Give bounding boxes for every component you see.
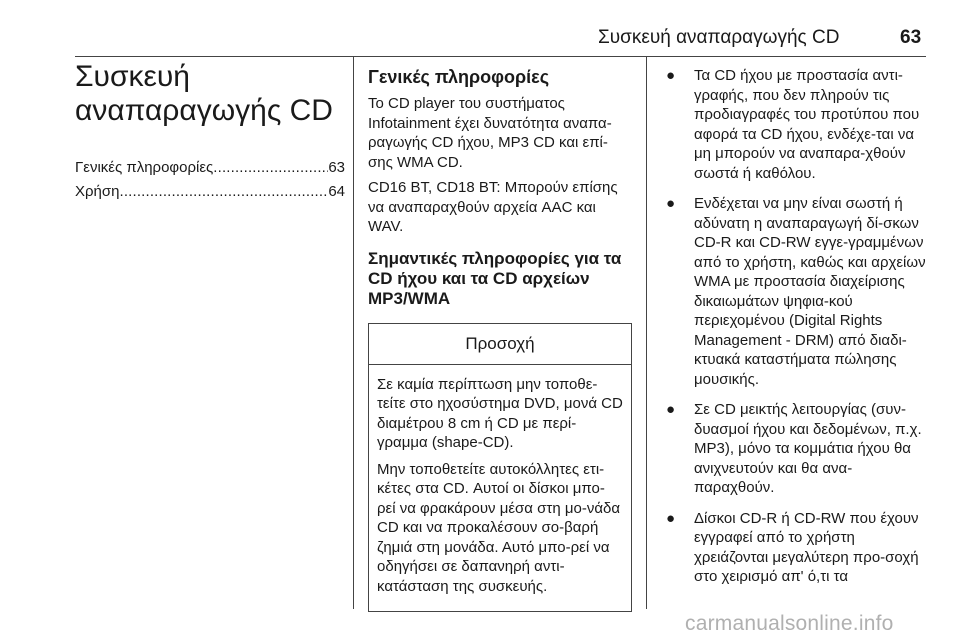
general-info-heading: Γενικές πληροφορίες [368, 67, 550, 87]
toc-leader-dots [119, 180, 328, 204]
running-header-title: Συσκευή αναπαραγωγής CD [598, 27, 840, 48]
bullet-icon: ● [666, 195, 676, 212]
column-divider-left [353, 57, 354, 609]
list-item-text: Ενδέχεται να μην είναι σωστή ή αδύνατη η αναπαραγωγή δί-σκων CD-R και CD-RW εγγε-γραμμένων από το χρήστη, καθώς και αρχείων WMA με προστασία διαχείρισης δικαιωμάτων ψηφια-κού περιεχομένου (Digital Rights Management - DRM) από διαδι-κτυακά καταστήματα πώλησης μουσικής. [694, 195, 926, 388]
toc-entry-page: 63 [328, 159, 345, 176]
caution-note-title: Προσοχή [369, 324, 631, 365]
bullet-icon: ● [666, 67, 676, 84]
list-item [664, 66, 926, 183]
bullet-list [664, 66, 926, 587]
caution-note-body [369, 365, 631, 612]
list-item-text: Τα CD ήχου με προστασία αντι-γραφής, που δεν πληρούν τις προδιαγραφές του προτύπου που αφορά τα CD ήχου, ενδέχε-ται να μη μπορούν να αναπαρα-χθούν σωστά ή καθόλου. [694, 67, 920, 182]
page-number: 63 [900, 27, 922, 48]
caution-note-paragraph: Μην τοποθετείτε αυτοκόλλητες ετι-κέτες στα CD. Αυτοί οι δίσκοι μπο-ρεί να φρακάρουν μέσα στη μο-νάδα CD και να προκαλέσουν σο-βαρή ζημιά στη μονάδα. Αυτό μπο-ρεί να οδηγήσει σε δαπανηρή αντι-κατάσταση της συσκευής. [377, 460, 621, 595]
caution-note-paragraph: Σε καμία περίπτωση μην τοποθε-τείτε στο ηχοσύστημα DVD, μονά CD διαμέτρου 8 cm ή CD με περί-γραμμα (shape-CD). [377, 375, 623, 451]
toc-leader-dots [213, 156, 328, 180]
list-item [664, 194, 926, 389]
chapter-title-line2: αναπαραγωγής CD [75, 94, 333, 127]
bullet-icon: ● [666, 509, 676, 527]
site-watermark: carmanualsonline.info [685, 612, 894, 635]
toc-entry-label: Γενικές πληροφορίες [75, 159, 214, 176]
toc-entry-page: 64 [328, 183, 345, 200]
list-item [664, 400, 926, 498]
bullet-list-column [664, 66, 926, 598]
chapter-title [75, 60, 345, 128]
general-info-column [368, 66, 632, 612]
caution-note-box [368, 323, 632, 613]
toc-entry-label: Χρήση [75, 183, 120, 200]
toc-entry-general-info[interactable] [75, 156, 345, 180]
page-header [0, 0, 960, 56]
list-item-text: Δίσκοι CD-R ή CD-RW που έχουν εγγραφεί από το χρήστη χρειάζονται μεγαλύτερη προ-σοχή στο χειρισμό απ' ό,τι τα [694, 509, 919, 585]
general-info-paragraph: CD16 BT, CD18 BT: Μπορούν επίσης να αναπαραχθούν αρχεία AAC και WAV. [368, 179, 618, 235]
bullet-icon: ● [666, 401, 676, 418]
column-divider-right [646, 57, 647, 609]
toc-entry-usage[interactable] [75, 180, 345, 204]
important-info-heading: Σημαντικές πληροφορίες για τα CD ήχου και τα CD αρχείων MP3/WMA [368, 248, 622, 308]
table-of-contents [75, 156, 345, 204]
general-info-paragraph: Το CD player του συστήματος Infotainment έχει δυνατότητα αναπα-ραγωγής CD ήχου, MP3 CD και επί-σης WMA CD. [368, 95, 612, 171]
list-item-text: Σε CD μεικτής λειτουργίας (συν-δυασμοί ήχου και δεδομένων, π.χ. MP3), μόνο τα κομμάτια ήχου θα ανιχνευτούν και θα ανα-παραχθούν. [694, 401, 922, 496]
chapter-column [75, 60, 345, 204]
list-item [664, 509, 926, 587]
chapter-title-line1: Συσκευή [75, 60, 190, 93]
header-divider [75, 56, 926, 57]
